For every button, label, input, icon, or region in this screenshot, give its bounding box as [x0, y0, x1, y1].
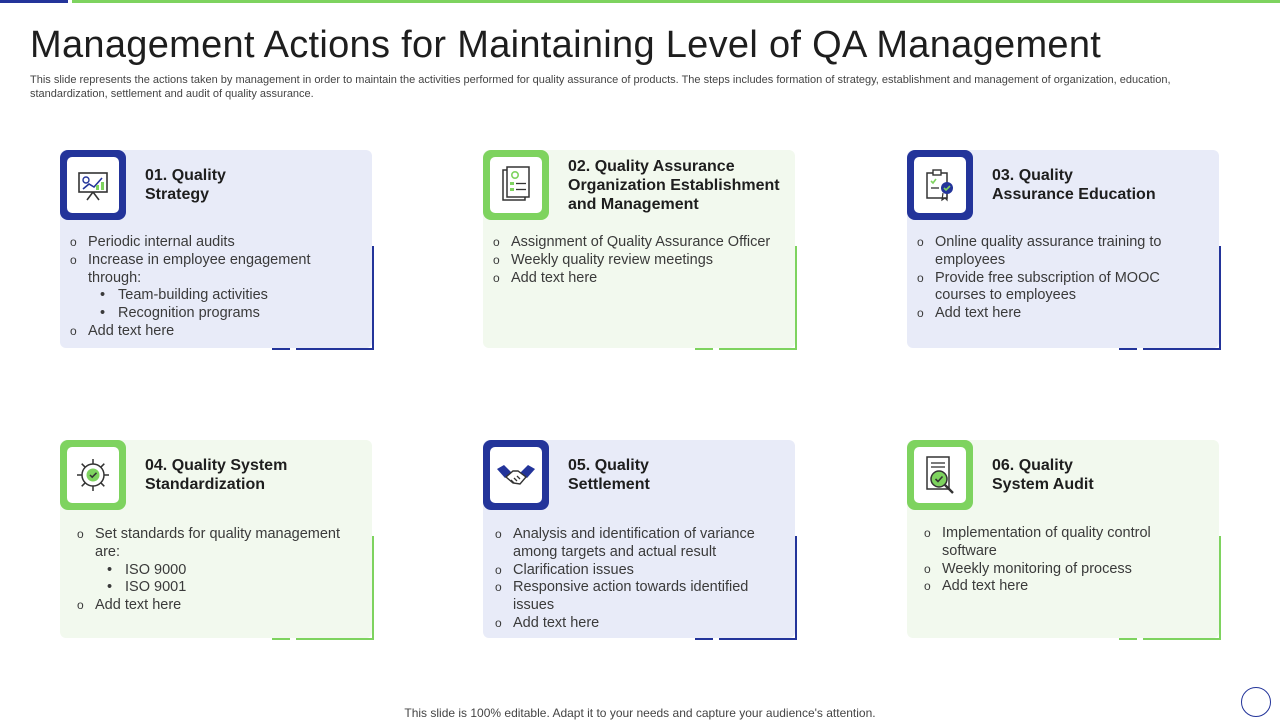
card-edge	[372, 545, 374, 640]
card-edge	[719, 348, 797, 350]
slide-footer: This slide is 100% editable. Adapt it to your needs and capture your audience's attention.	[404, 706, 876, 720]
icon-frame	[907, 150, 973, 220]
card-title-line: 05. Quality	[568, 457, 649, 474]
list-item: o Responsive action towards identified issues	[495, 579, 789, 615]
card-title-line: Strategy	[145, 186, 210, 203]
card-title	[992, 440, 1094, 510]
card-edge	[1143, 348, 1221, 350]
card-bullet-list	[70, 234, 366, 341]
top-accent-bar-green	[72, 0, 1280, 3]
card-title	[145, 150, 226, 220]
card-title-line: 04. Quality System	[145, 457, 288, 474]
card-title-line: Settlement	[568, 476, 650, 493]
card-bullet-list	[495, 526, 789, 633]
card-title-line: Organization Establishment	[568, 176, 780, 194]
list-item: o Weekly quality review meetings	[493, 252, 789, 270]
card-title-line: System Audit	[992, 476, 1094, 493]
card-edge	[272, 638, 290, 640]
icon-frame	[483, 440, 549, 510]
card-edge	[1119, 348, 1137, 350]
icon-frame	[907, 440, 973, 510]
icon-frame	[60, 150, 126, 220]
list-item: o Add text here	[493, 270, 789, 288]
checklist-document-icon	[499, 166, 533, 204]
card-title-line: 03. Quality	[992, 167, 1073, 184]
card-title-line: 01. Quality	[145, 167, 226, 184]
card-title-line: 06. Quality	[992, 457, 1073, 474]
audit-magnifier-icon	[923, 455, 957, 495]
list-item: o Add text here	[70, 323, 366, 341]
card-title-line: and Management	[568, 195, 699, 213]
list-item: o Assignment of Quality Assurance Officer	[493, 234, 789, 252]
card-edge	[719, 638, 797, 640]
corner-circle-decoration	[1241, 687, 1271, 717]
list-item: o Online quality assurance training to employees	[917, 234, 1213, 270]
card-title	[992, 150, 1156, 220]
card-title-line: 02. Quality Assurance	[568, 157, 735, 175]
list-item: o Increase in employee engagement through:	[70, 252, 366, 288]
list-sub-item: • ISO 9001	[77, 579, 366, 597]
card-edge	[1143, 638, 1221, 640]
list-item: o Provide free subscription of MOOC courses to employees	[917, 270, 1213, 306]
list-item: o Periodic internal audits	[70, 234, 366, 252]
card-edge	[795, 255, 797, 350]
card-bullet-list	[924, 525, 1209, 596]
card-edge	[272, 348, 290, 350]
card-edge	[372, 255, 374, 350]
list-sub-item: • Recognition programs	[70, 305, 366, 323]
handshake-icon	[496, 460, 536, 490]
list-sub-item: • Team-building activities	[70, 287, 366, 305]
card-quality-system-standardization	[60, 440, 374, 640]
card-bullet-list	[917, 234, 1213, 323]
strategy-presentation-icon	[76, 168, 110, 202]
list-item: o Add text here	[917, 305, 1213, 323]
list-item: o Clarification issues	[495, 562, 789, 580]
card-edge	[296, 348, 374, 350]
list-item: o Add text here	[495, 615, 789, 633]
icon-frame	[483, 150, 549, 220]
card-bullet-list	[493, 234, 789, 287]
list-item: o Weekly monitoring of process	[924, 561, 1209, 579]
list-item: o Add text here	[924, 578, 1209, 596]
card-edge	[1219, 255, 1221, 350]
card-edge	[1219, 545, 1221, 640]
gear-check-icon	[75, 457, 111, 493]
card-edge	[695, 348, 713, 350]
card-title-line: Assurance Education	[992, 186, 1156, 203]
card-bullet-list	[77, 526, 366, 615]
slide-title: Management Actions for Maintaining Level of QA Management	[30, 24, 1102, 66]
list-item: o Add text here	[77, 597, 366, 615]
card-edge	[695, 638, 713, 640]
card-title	[568, 440, 650, 510]
card-quality-assurance-organization	[483, 150, 797, 350]
card-title	[568, 150, 780, 220]
icon-frame	[60, 440, 126, 510]
card-edge	[296, 638, 374, 640]
card-title	[145, 440, 287, 510]
top-accent-bar-blue	[0, 0, 68, 3]
list-sub-item: • ISO 9000	[77, 562, 366, 580]
card-quality-system-audit	[907, 440, 1221, 640]
card-edge	[1119, 638, 1137, 640]
list-item: o Set standards for quality management are:	[77, 526, 366, 562]
card-edge	[795, 545, 797, 640]
list-item: o Analysis and identification of variance among targets and actual result	[495, 526, 789, 562]
slide-subtitle: This slide represents the actions taken by management in order to maintain the activities performed for quality assurance of products. The steps includes formation of strategy, establishment and management of organization, education, standardization, settlement and audit of quality assurance.	[30, 74, 1171, 100]
list-item: o Implementation of quality control software	[924, 525, 1209, 561]
card-title-line: Standardization	[145, 476, 266, 493]
card-quality-assurance-education	[907, 150, 1221, 350]
card-quality-strategy	[60, 150, 374, 350]
certificate-badge-icon	[923, 168, 957, 202]
card-quality-settlement	[483, 440, 797, 640]
